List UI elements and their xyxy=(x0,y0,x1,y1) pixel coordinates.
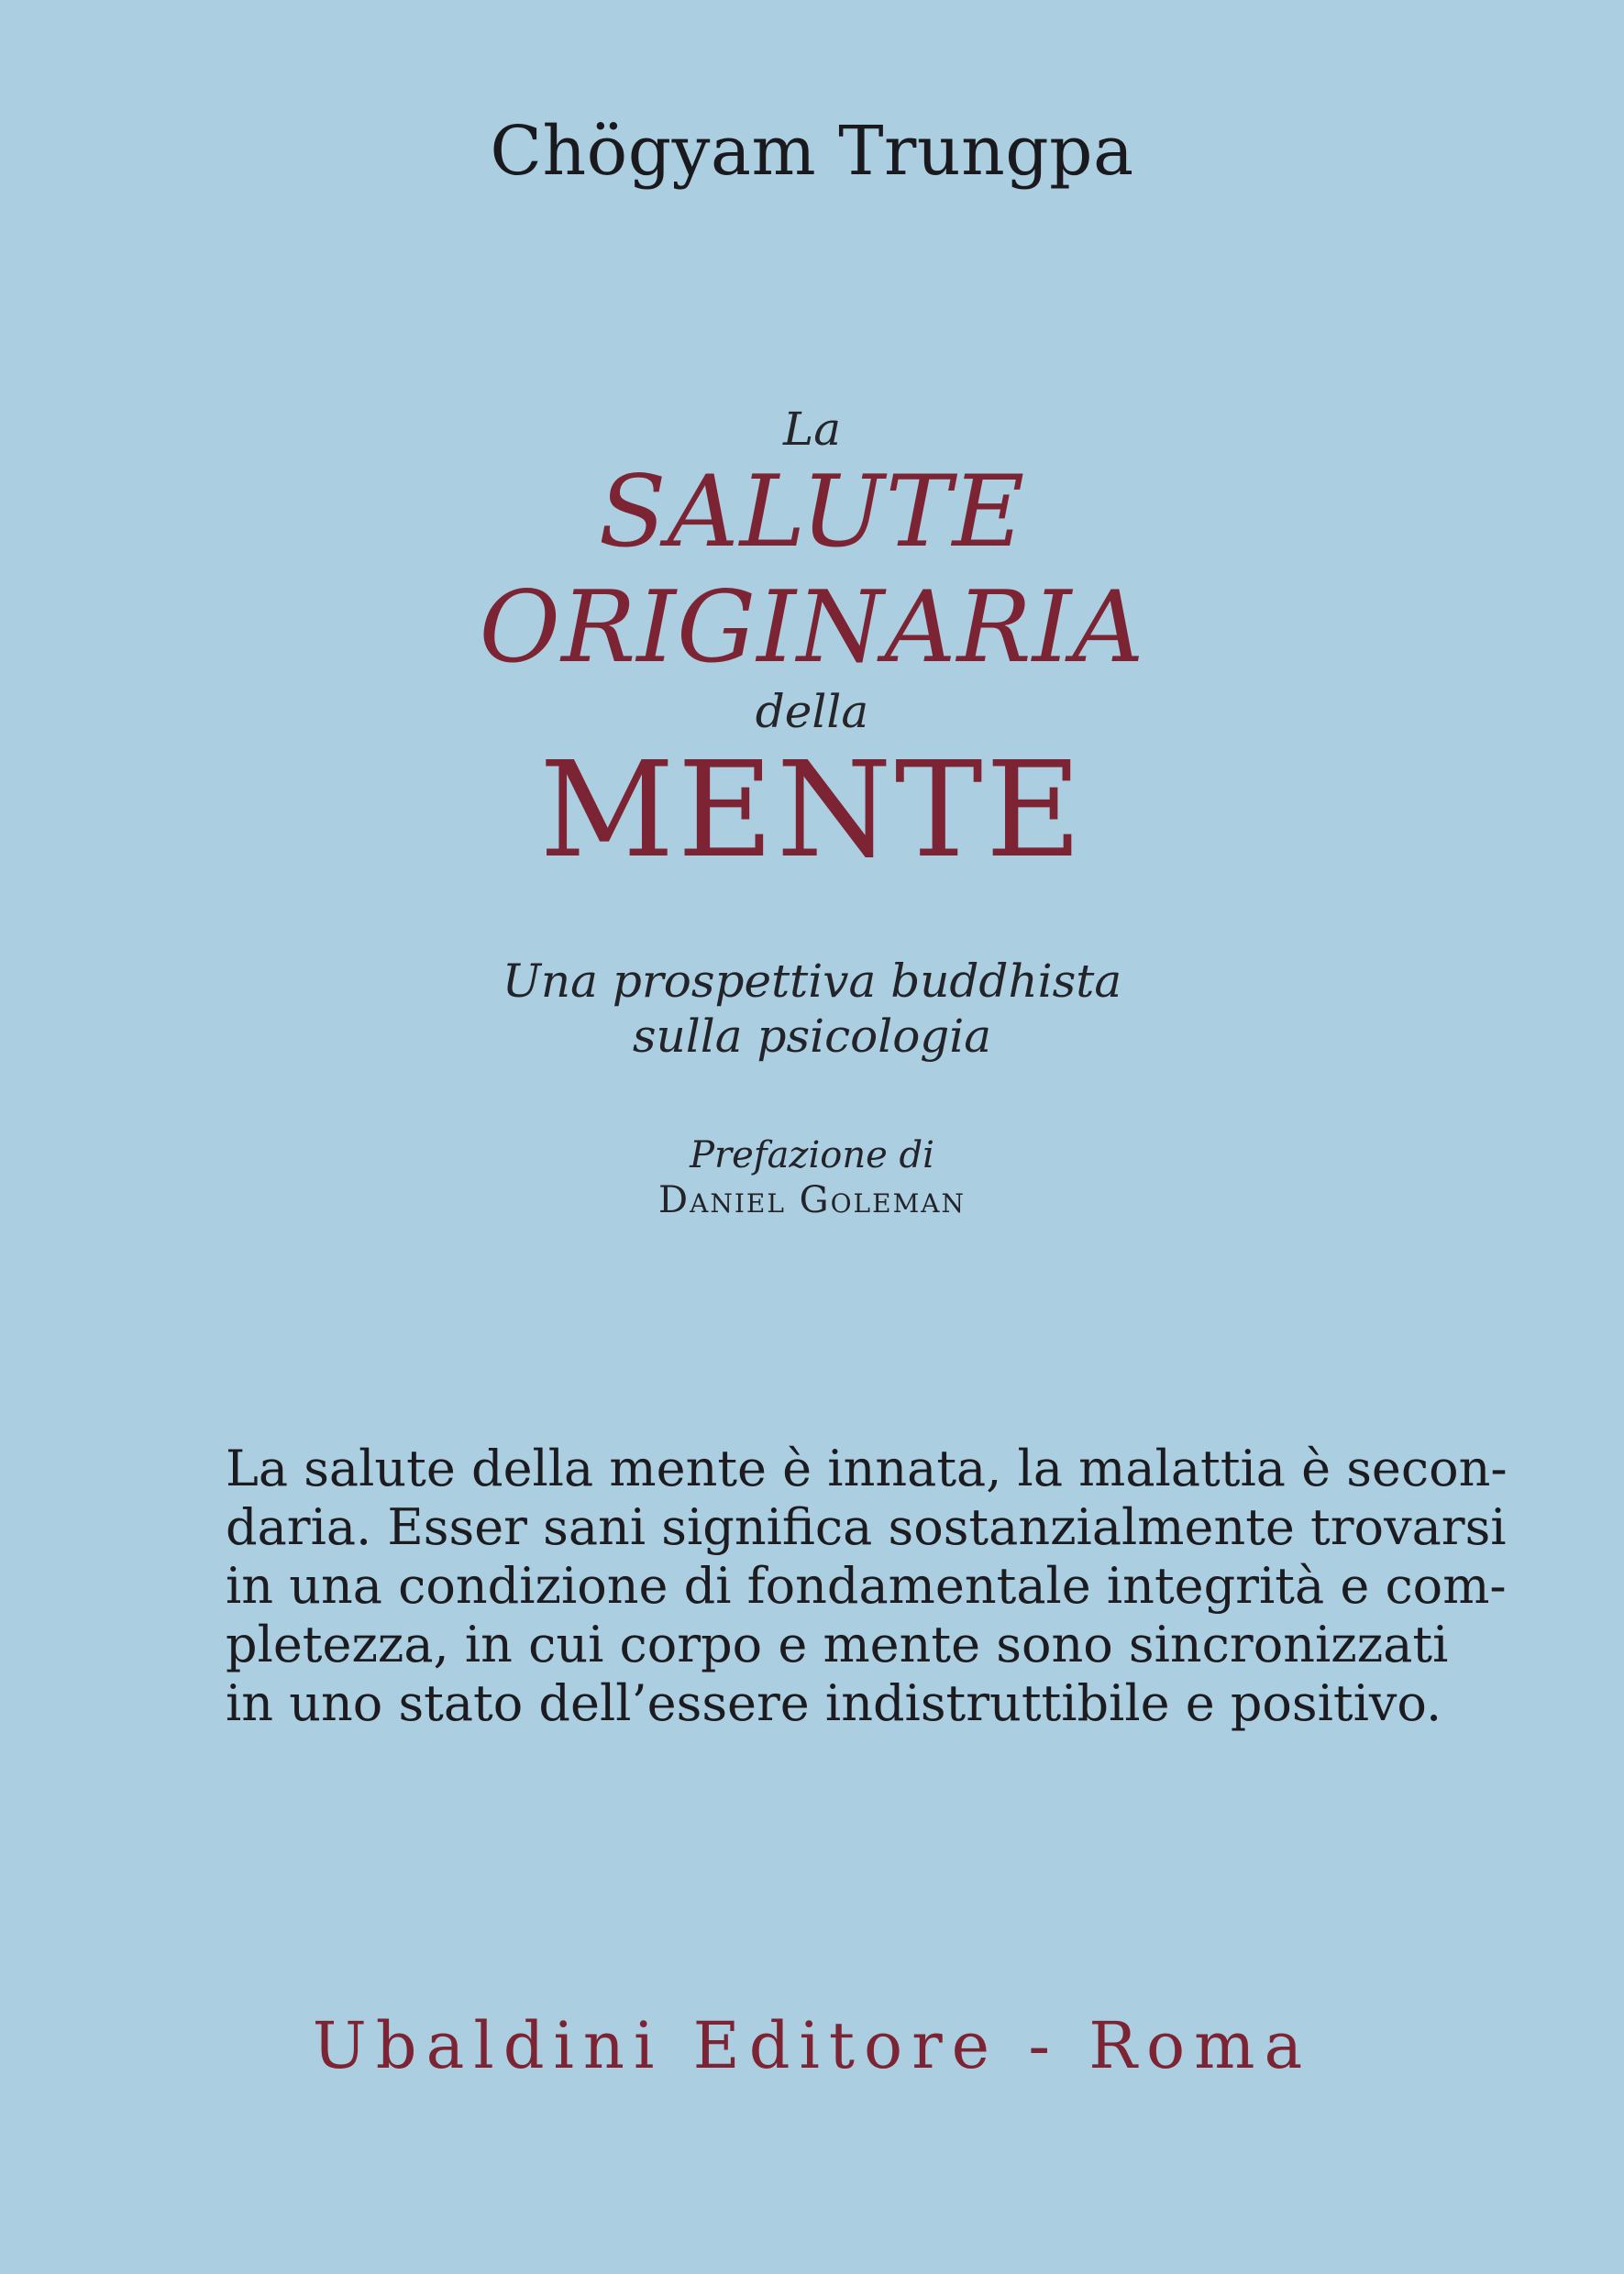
title-article: La xyxy=(782,403,841,456)
author-name: Chögyam Trungpa xyxy=(490,112,1134,191)
blurb-line: daria. Esser sani significa sostanzialmente trovarsi xyxy=(226,1498,1507,1556)
title-mente: MENTE xyxy=(539,733,1085,887)
book-title xyxy=(0,403,1624,887)
preface-label: Prefazione di xyxy=(690,1134,934,1176)
title-salute: SALUTE xyxy=(598,455,1026,569)
subtitle-line-1: Una prospettiva buddhista xyxy=(502,955,1122,1008)
preface-author: Daniel Goleman xyxy=(658,1179,966,1221)
blurb-line: in uno stato dell’essere indistruttibile e positivo. xyxy=(226,1674,1442,1732)
preface-credit xyxy=(0,1133,1624,1223)
blurb-line: La salute della mente è innata, la malattia è secon- xyxy=(226,1440,1508,1497)
title-originaria: ORIGINARIA xyxy=(479,570,1145,685)
blurb-paragraph xyxy=(226,1440,1508,1733)
blurb-line: pletezza, in cui corpo e mente sono sincronizzati xyxy=(226,1616,1449,1673)
title-della: della xyxy=(755,685,869,738)
book-subtitle xyxy=(0,954,1624,1064)
publisher-imprint: Ubaldini Editore - Roma xyxy=(312,2008,1312,2083)
subtitle-line-2: sulla psicologia xyxy=(632,1010,992,1063)
blurb-line: in una condizione di fondamentale integrità e com- xyxy=(226,1557,1507,1615)
